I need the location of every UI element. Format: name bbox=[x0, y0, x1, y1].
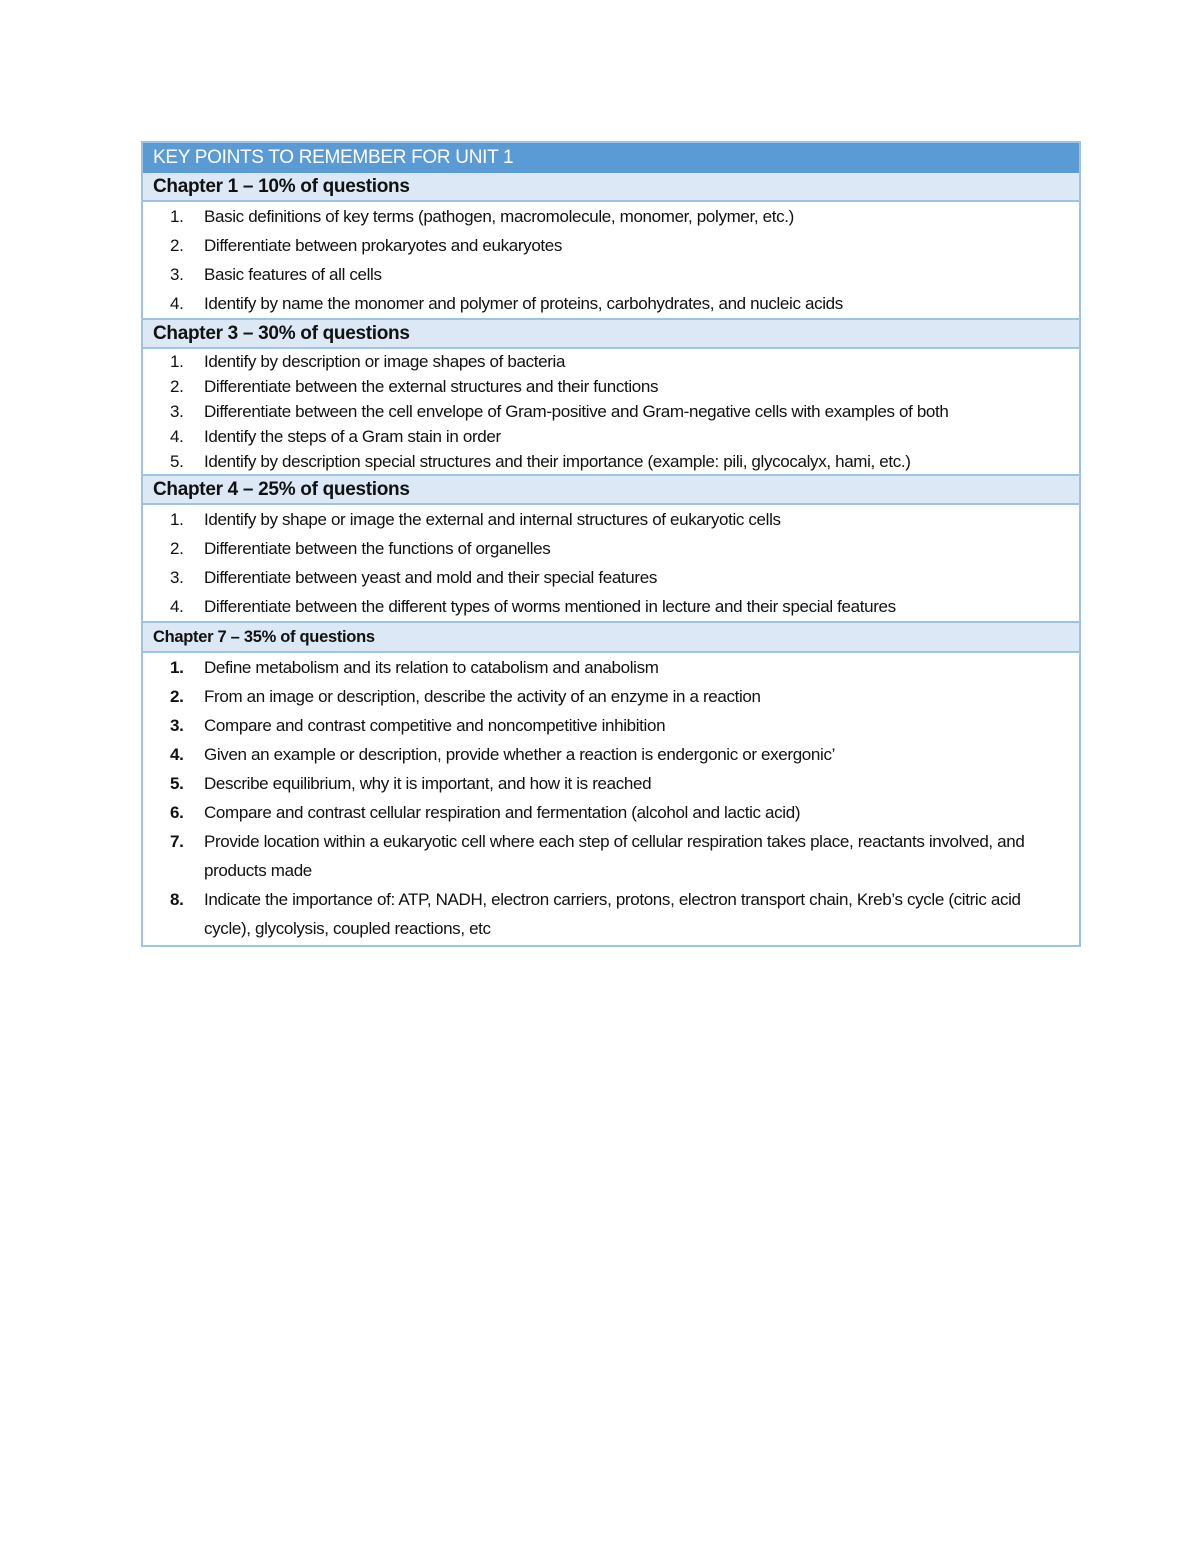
list-item bbox=[143, 711, 1079, 740]
list-item bbox=[143, 449, 1079, 474]
item-text: Given an example or description, provide whether a reaction is endergonic or exergonic’ bbox=[204, 745, 836, 764]
list-item bbox=[143, 399, 1079, 424]
chapter-4-list bbox=[143, 505, 1079, 621]
list-item bbox=[143, 682, 1079, 711]
list-item bbox=[143, 827, 1079, 885]
item-text: Describe equilibrium, why it is important, and how it is reached bbox=[204, 774, 652, 793]
list-item bbox=[143, 505, 1079, 534]
item-text: Identify by shape or image the external and internal structures of eukaryotic cells bbox=[204, 510, 781, 529]
item-number: 3. bbox=[170, 716, 184, 735]
item-number: 3. bbox=[170, 402, 184, 421]
item-number: 1. bbox=[170, 352, 184, 371]
list-item bbox=[143, 563, 1079, 592]
item-text: Differentiate between the functions of organelles bbox=[204, 539, 551, 558]
item-number: 3. bbox=[170, 568, 184, 587]
item-number: 3. bbox=[170, 265, 184, 284]
chapter-heading: Chapter 3 – 30% of questions bbox=[143, 318, 1079, 349]
list-item bbox=[143, 260, 1079, 289]
key-points-table bbox=[141, 141, 1081, 947]
item-number: 6. bbox=[170, 803, 184, 822]
item-number: 2. bbox=[170, 539, 184, 558]
chapter-7-list bbox=[143, 653, 1079, 943]
item-text: Identify by description or image shapes of bacteria bbox=[204, 352, 566, 371]
list-item bbox=[143, 231, 1079, 260]
list-item bbox=[143, 534, 1079, 563]
list-item bbox=[143, 289, 1079, 318]
chapter-heading: Chapter 1 – 10% of questions bbox=[143, 173, 1079, 202]
list-item bbox=[143, 349, 1079, 374]
item-number: 5. bbox=[170, 452, 184, 471]
list-item bbox=[143, 202, 1079, 231]
list-item bbox=[143, 740, 1079, 769]
item-text: Differentiate between the cell envelope of Gram-positive and Gram-negative cells with examples of both bbox=[204, 402, 949, 421]
item-number: 1. bbox=[170, 207, 184, 226]
list-item bbox=[143, 653, 1079, 682]
list-item bbox=[143, 769, 1079, 798]
item-text: Basic definitions of key terms (pathogen, macromolecule, monomer, polymer, etc.) bbox=[204, 207, 794, 226]
item-text: Compare and contrast competitive and noncompetitive inhibition bbox=[204, 716, 666, 735]
item-text: Compare and contrast cellular respiration and fermentation (alcohol and lactic acid) bbox=[204, 803, 801, 822]
item-number: 2. bbox=[170, 377, 184, 396]
item-text: Indicate the importance of: ATP, NADH, electron carriers, protons, electron transport chain, Kreb’s cycle (citric acid cycle), glycolysis, coupled reactions, etc bbox=[204, 890, 1021, 938]
item-text: Differentiate between prokaryotes and eukaryotes bbox=[204, 236, 563, 255]
chapter-1-list bbox=[143, 202, 1079, 318]
item-number: 5. bbox=[170, 774, 184, 793]
item-number: 2. bbox=[170, 236, 184, 255]
table-bottom-padding bbox=[143, 943, 1079, 945]
list-item bbox=[143, 592, 1079, 621]
chapter-heading: Chapter 7 – 35% of questions bbox=[143, 621, 1079, 653]
item-number: 1. bbox=[170, 658, 184, 677]
item-text: From an image or description, describe the activity of an enzyme in a reaction bbox=[204, 687, 761, 706]
item-text: Identify by description special structures and their importance (example: pili, glycocalyx, hami, etc.) bbox=[204, 452, 911, 471]
list-item bbox=[143, 374, 1079, 399]
item-text: Provide location within a eukaryotic cell where each step of cellular respiration takes place, reactants involved, and products made bbox=[204, 832, 1025, 880]
item-text: Differentiate between the external structures and their functions bbox=[204, 377, 659, 396]
item-number: 4. bbox=[170, 294, 184, 313]
item-text: Basic features of all cells bbox=[204, 265, 382, 284]
item-text: Differentiate between the different types of worms mentioned in lecture and their special features bbox=[204, 597, 896, 616]
item-number: 8. bbox=[170, 890, 184, 909]
item-text: Identify by name the monomer and polymer of proteins, carbohydrates, and nucleic acids bbox=[204, 294, 843, 313]
chapter-heading: Chapter 4 – 25% of questions bbox=[143, 474, 1079, 505]
list-item bbox=[143, 798, 1079, 827]
item-number: 4. bbox=[170, 745, 184, 764]
list-item bbox=[143, 424, 1079, 449]
item-number: 2. bbox=[170, 687, 184, 706]
chapter-3-list bbox=[143, 349, 1079, 474]
item-number: 4. bbox=[170, 597, 184, 616]
item-number: 7. bbox=[170, 832, 184, 851]
item-number: 4. bbox=[170, 427, 184, 446]
table-title: KEY POINTS TO REMEMBER FOR UNIT 1 bbox=[143, 143, 1079, 173]
item-number: 1. bbox=[170, 510, 184, 529]
item-text: Differentiate between yeast and mold and their special features bbox=[204, 568, 657, 587]
item-text: Identify the steps of a Gram stain in order bbox=[204, 427, 501, 446]
list-item bbox=[143, 885, 1079, 943]
item-text: Define metabolism and its relation to catabolism and anabolism bbox=[204, 658, 659, 677]
